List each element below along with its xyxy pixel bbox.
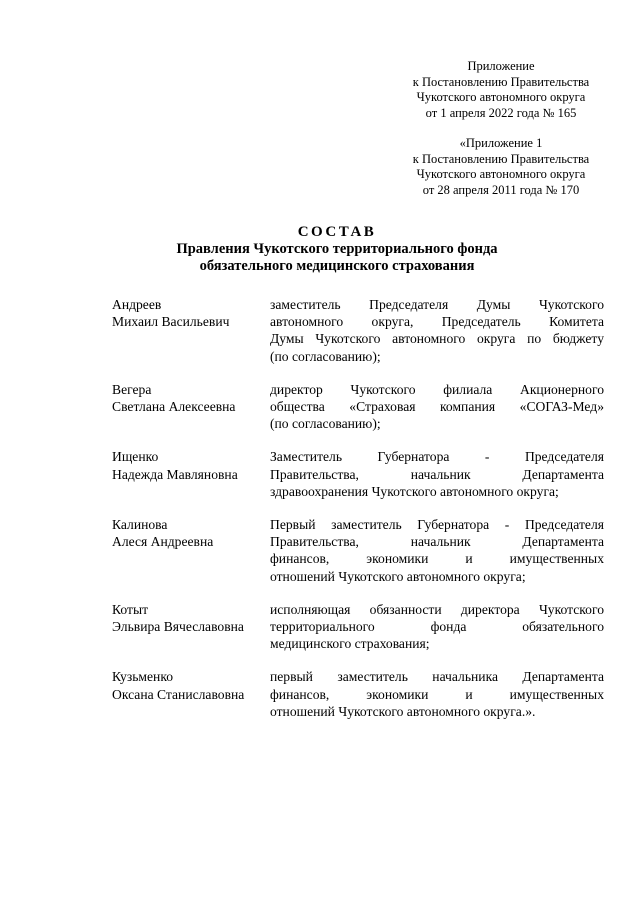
member-name [112, 668, 270, 720]
member-entry [112, 601, 604, 653]
member-name [112, 381, 270, 433]
member-given-names: Надежда Мавляновна [112, 466, 238, 482]
annex-line: от 28 апреля 2011 года № 170 [422, 182, 580, 197]
title-main: СОСТАВ [297, 224, 377, 240]
title-sub-line: Правления Чукотского территориального фонда [176, 241, 498, 257]
member-surname: Кузьменко [112, 669, 174, 685]
member-position [270, 296, 604, 365]
position-line: Думы Чукотского автономного округа по бюджету [270, 331, 604, 347]
annex-current [395, 59, 607, 121]
member-surname: Андреев [112, 297, 162, 312]
member-given-names: Оксана Станиславовна [112, 686, 245, 702]
member-given-names: Алеся Андреевна [112, 534, 214, 550]
annex-line: к Постановлению Правительства [412, 74, 590, 89]
position-line: финансов, экономики и имущественных [270, 686, 604, 702]
position-line: Правительства, начальник Департамента [270, 466, 604, 482]
member-given-names: Михаил Васильевич [112, 314, 230, 330]
annex-line: «Приложение 1 [459, 136, 543, 150]
member-position [270, 516, 604, 585]
members-list [112, 296, 604, 736]
position-line: Правительства, начальник Департамента [270, 534, 604, 550]
position-line: медицинского страхования; [270, 636, 430, 652]
member-entry [112, 516, 604, 585]
position-line: здравоохранения Чукотского автономного округа; [270, 483, 559, 499]
annex-line: Чукотского автономного округа [416, 167, 586, 182]
annex-line: от 1 апреля 2022 года № 165 [425, 105, 577, 120]
position-line: общества «Страховая компания «СОГАЗ-Мед» [270, 399, 604, 415]
position-line: первый заместитель начальника Департамента [270, 669, 604, 685]
member-name [112, 448, 270, 500]
member-given-names: Эльвира Вячеславовна [112, 619, 244, 635]
member-surname: Котыт [112, 601, 149, 617]
annex-line: Приложение [467, 59, 535, 73]
position-line: Заместитель Губернатора - Председателя [270, 449, 604, 465]
title-sub-line: обязательного медицинского страхования [199, 258, 475, 274]
annex-line: Чукотского автономного округа [416, 90, 586, 105]
position-line: (по согласованию); [270, 416, 381, 432]
position-line: директор Чукотского филиала Акционерного [270, 381, 604, 397]
member-position [270, 448, 604, 500]
member-position [270, 601, 604, 653]
member-entry [112, 668, 604, 720]
member-position [270, 668, 604, 720]
position-line: финансов, экономики и имущественных [270, 551, 604, 567]
member-surname: Ищенко [112, 449, 159, 465]
position-line: (по согласованию); [270, 348, 381, 364]
annex-line: к Постановлению Правительства [412, 151, 590, 166]
member-name [112, 296, 270, 365]
position-line: исполняющая обязанности директора Чукотского [270, 601, 604, 617]
position-line: автономного округа, Председатель Комитета [270, 314, 604, 330]
member-given-names: Светлана Алексеевна [112, 399, 236, 415]
member-surname: Вегера [112, 381, 152, 397]
annex-previous [395, 136, 607, 198]
position-line: отношений Чукотского автономного округа.». [270, 703, 536, 719]
member-name [112, 601, 270, 653]
member-name [112, 516, 270, 585]
member-position [270, 381, 604, 433]
position-line: Первый заместитель Губернатора - Председателя [270, 517, 604, 533]
position-line: заместитель Председателя Думы Чукотского [270, 297, 604, 312]
document-title [0, 223, 640, 275]
member-entry [112, 448, 604, 500]
position-line: отношений Чукотского автономного округа; [270, 568, 526, 584]
position-line: территориального фонда обязательного [270, 619, 604, 635]
member-surname: Калинова [112, 517, 168, 533]
member-entry [112, 296, 604, 365]
member-entry [112, 381, 604, 433]
